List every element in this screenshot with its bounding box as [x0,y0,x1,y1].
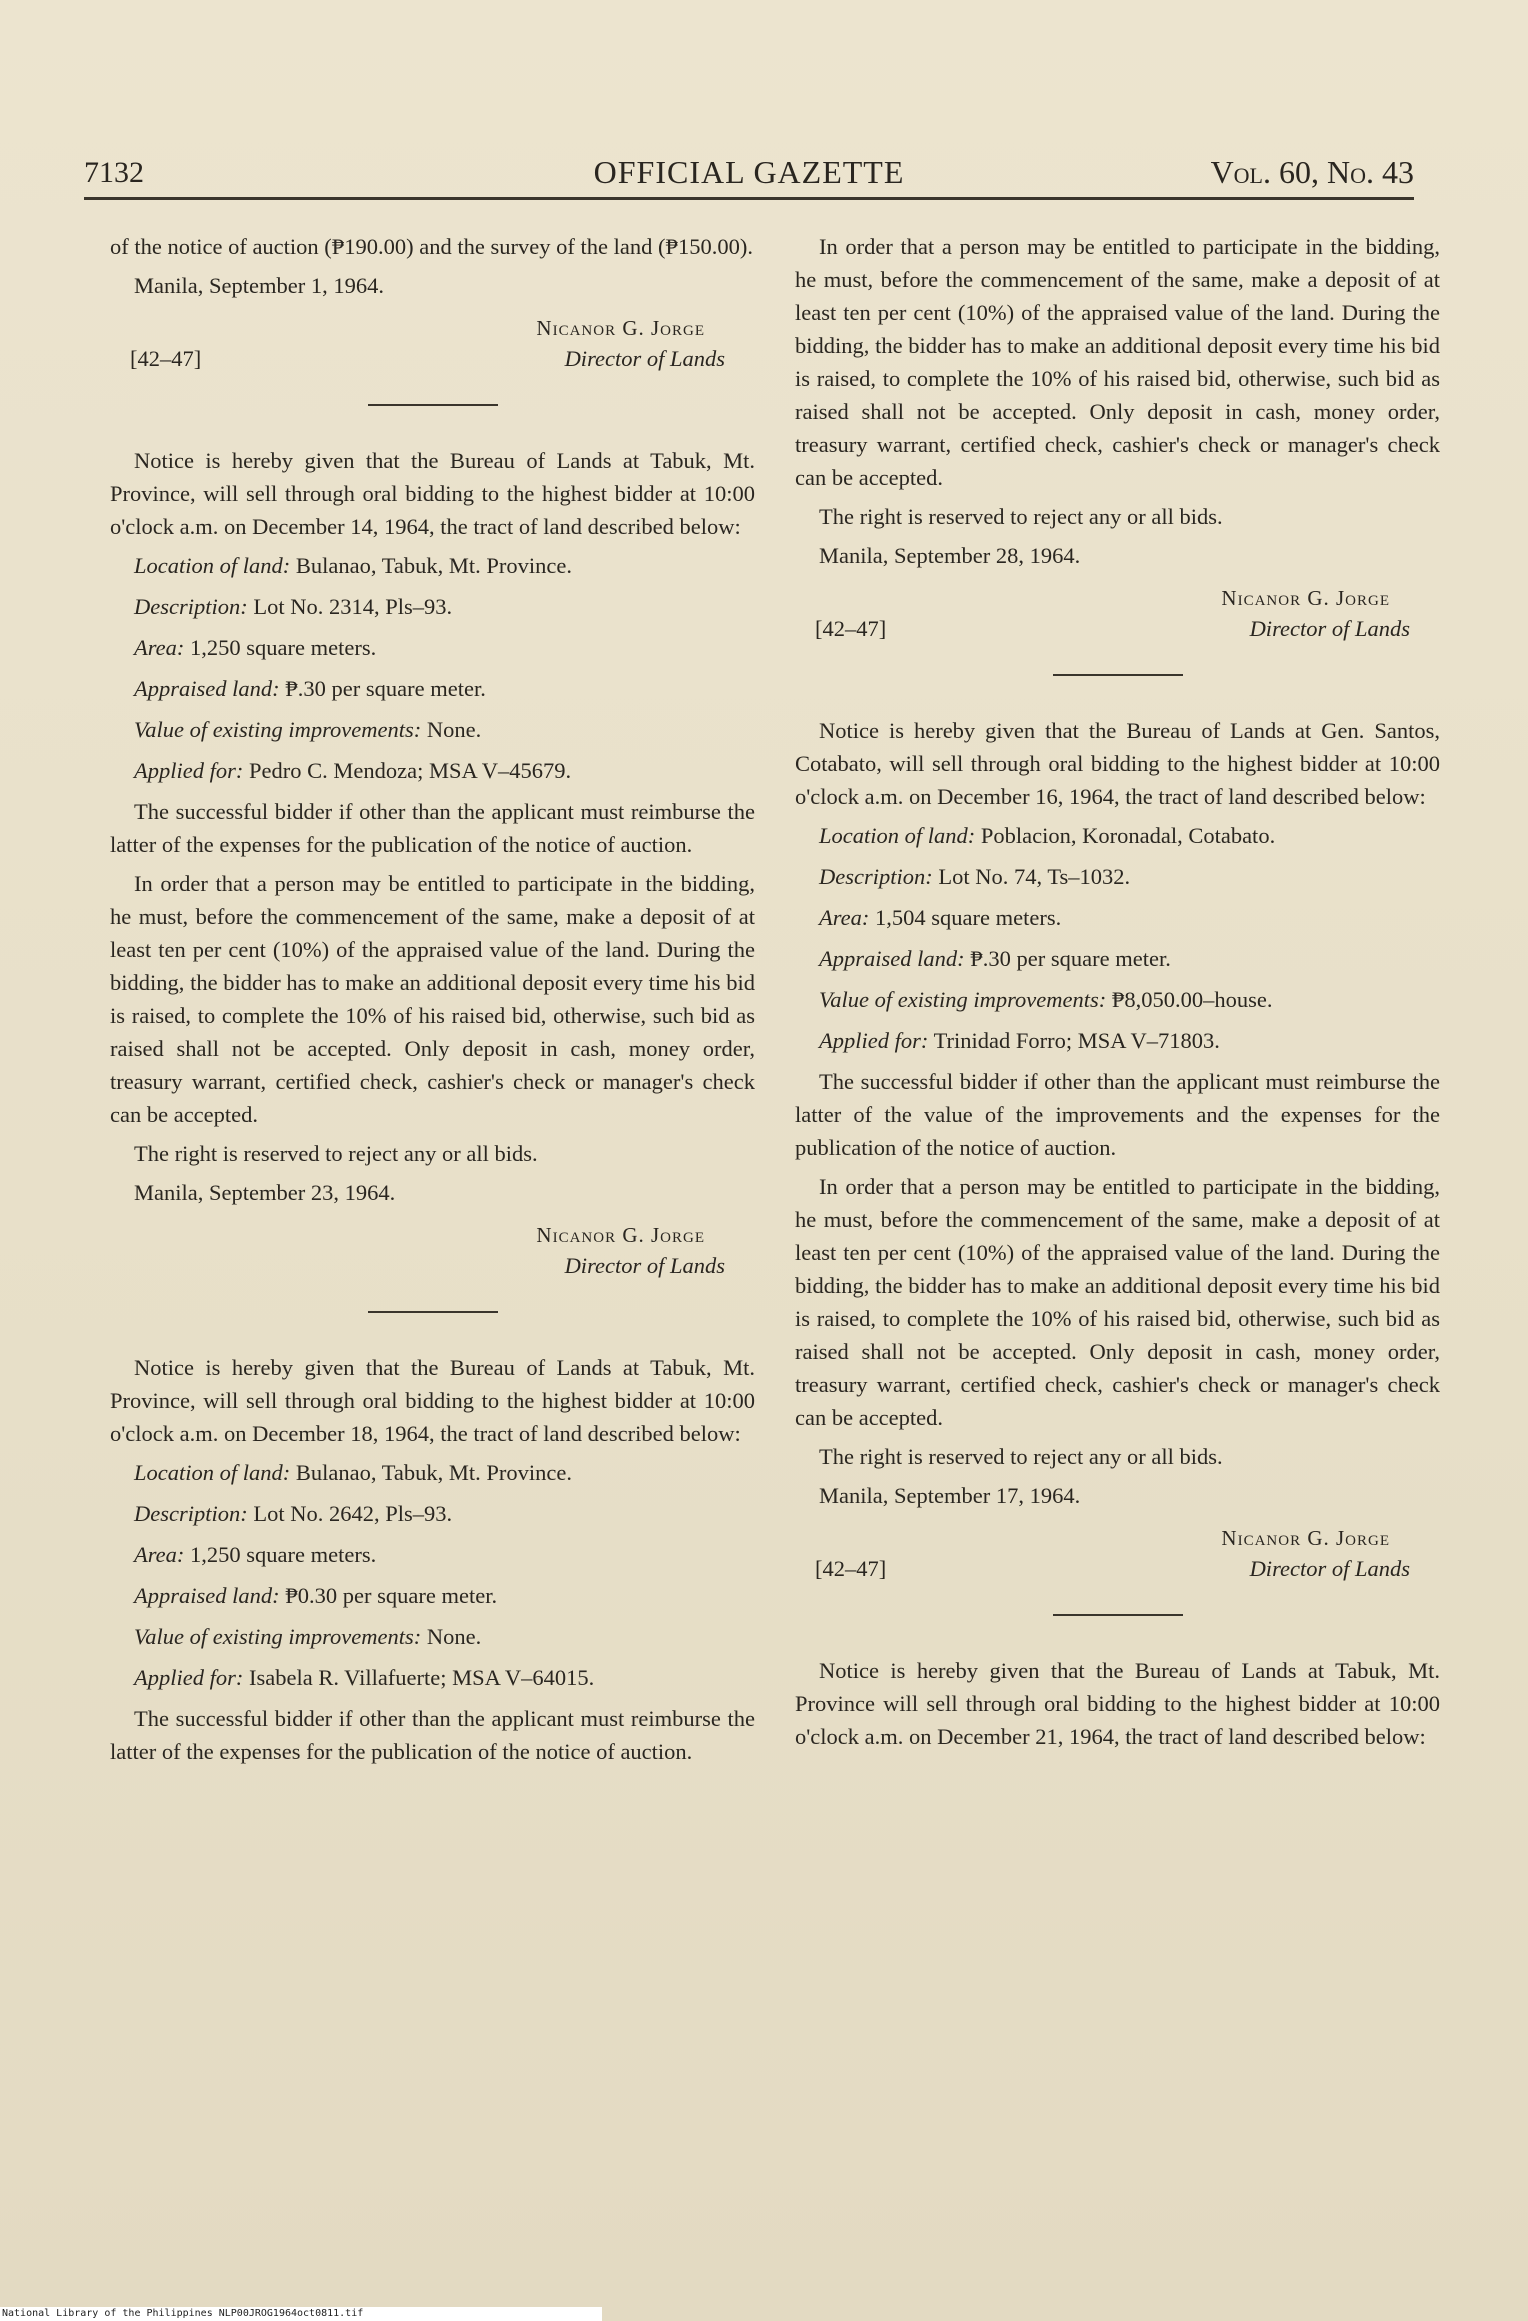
applied-line [134,754,755,787]
page-header [84,150,1414,200]
deposit-paragraph: In order that a person may be entitled to participate in the bidding, he must, before the commencement of the same, make a deposit of at least ten per cent (10%) of the appraised value of the land. During the bidding, the bidder has to make an additional deposit every time his bid is raised, to complete the 10% of his raised bid, otherwise, such bid as raised shall not be accepted. Only deposit in cash, money order, treasury warrant, certified check, cashier's check or manager's check can be accepted. [795,1174,1440,1430]
applied-value: Trinidad Forro; MSA V–71803. [933,1028,1220,1053]
appraised-label: Appraised land: [819,946,965,971]
signature-block [795,582,1440,652]
location-line [819,819,1440,852]
applied-line [819,1024,1440,1057]
notice-intro: Notice is hereby given that the Bureau of Lands at Gen. Santos, Cotabato, will sell through oral bidding to the highest bidder at 10:00 o'clock a.m. on December 16, 1964, the tract of land described below: [795,718,1440,809]
reserve-paragraph: The right is reserved to reject any or all bids. [134,1141,538,1166]
applied-label: Applied for: [134,758,244,783]
location-value: Bulanao, Tabuk, Mt. Province. [295,553,572,578]
date-line: Manila, September 28, 1964. [819,543,1081,568]
appraised-line [819,942,1440,975]
location-value: Poblacion, Koronadal, Cotabato. [980,823,1276,848]
appraised-value: ₱0.30 per square meter. [285,1583,498,1608]
notice-divider [1053,674,1183,676]
area-value: 1,250 square meters. [190,635,377,660]
improvements-label: Value of existing improvements: [134,717,422,742]
description-line [134,1497,755,1530]
notice-divider [368,1311,498,1313]
improvements-line [134,1620,755,1653]
improvements-label: Value of existing improvements: [134,1624,422,1649]
page-number: 7132 [84,156,144,189]
improvements-line [134,713,755,746]
area-label: Area: [134,635,185,660]
right-column [795,230,1440,1759]
description-line [819,860,1440,893]
appraised-value: ₱.30 per square meter. [285,676,486,701]
description-label: Description: [819,864,933,889]
area-label: Area: [819,905,870,930]
publication-title: OFFICIAL GAZETTE [593,154,905,190]
signatory-title: Director of Lands [564,1253,725,1278]
notice-intro: Notice is hereby given that the Bureau of Lands at Tabuk, Mt. Province will sell through oral bidding to the highest bidder at 10:00 o'clock a.m. on December 21, 1964, the tract of land described below: [795,1658,1440,1749]
reserve-paragraph: The right is reserved to reject any or all bids. [819,504,1223,529]
location-label: Location of land: [134,553,291,578]
location-line [134,1456,755,1489]
improvements-line [819,983,1440,1016]
improvements-value: None. [426,717,482,742]
notice-divider [368,404,498,406]
signatory-name: Nicanor G. Jorge [1221,586,1390,610]
issue-reference: [42–47] [815,1556,887,1581]
signatory-name: Nicanor G. Jorge [536,316,705,340]
area-line [819,901,1440,934]
applied-label: Applied for: [819,1028,929,1053]
signature-block [110,1219,755,1289]
signature-block [795,1522,1440,1592]
volume-number: Vol. 60, No. 43 [1210,154,1414,190]
applied-value: Isabela R. Villafuerte; MSA V–64015. [248,1665,595,1690]
deposit-paragraph: In order that a person may be entitled to participate in the bidding, he must, before the commencement of the same, make a deposit of at least ten per cent (10%) of the appraised value of the land. During the bidding, the bidder has to make an additional deposit every time his bid is raised, to complete the 10% of his raised bid, otherwise, such bid as raised shall not be accepted. Only deposit in cash, money order, treasury warrant, certified check, cashier's check or manager's check can be accepted. [110,871,755,1127]
date-line: Manila, September 23, 1964. [134,1180,396,1205]
area-value: 1,250 square meters. [190,1542,377,1567]
date-line: Manila, September 17, 1964. [819,1483,1081,1508]
issue-reference: [42–47] [130,346,202,371]
area-value: 1,504 square meters. [875,905,1062,930]
signatory-name: Nicanor G. Jorge [1221,1526,1390,1550]
deposit-paragraph: In order that a person may be entitled to participate in the bidding, he must, before the commencement of the same, make a deposit of at least ten per cent (10%) of the appraised value of the land. During the bidding, the bidder has to make an additional deposit every time his bid is raised, to complete the 10% of his raised bid, otherwise, such bid as raised shall not be accepted. Only deposit in cash, money order, treasury warrant, certified check, cashier's check or manager's check can be accepted. [795,234,1440,490]
description-value: Lot No. 2642, Pls–93. [253,1501,453,1526]
continued-text: of the notice of auction (₱190.00) and the survey of the land (₱150.00). [110,234,753,259]
reimburse-paragraph: The successful bidder if other than the applicant must reimburse the latter of the expenses for the publication of the notice of auction. [110,1706,755,1764]
description-value: Lot No. 74, Ts–1032. [938,864,1131,889]
improvements-value: ₱8,050.00–house. [1111,987,1273,1012]
area-label: Area: [134,1542,185,1567]
location-label: Location of land: [134,1460,291,1485]
location-label: Location of land: [819,823,976,848]
notice-intro: Notice is hereby given that the Bureau of Lands at Tabuk, Mt. Province, will sell through oral bidding to the highest bidder at 10:00 o'clock a.m. on December 14, 1964, the tract of land described below: [110,448,755,539]
appraised-value: ₱.30 per square meter. [970,946,1171,971]
appraised-line [134,672,755,705]
reimburse-paragraph: The successful bidder if other than the applicant must reimburse the latter of the value of the improvements and the expenses for the publication of the notice of auction. [795,1069,1440,1160]
appraised-line [134,1579,755,1612]
improvements-value: None. [426,1624,482,1649]
notice-divider [1053,1614,1183,1616]
applied-label: Applied for: [134,1665,244,1690]
left-column [110,230,755,1774]
issue-reference: [42–47] [815,616,887,641]
date-line: Manila, September 1, 1964. [134,273,384,298]
description-line [134,590,755,623]
location-value: Bulanao, Tabuk, Mt. Province. [295,1460,572,1485]
description-label: Description: [134,1501,248,1526]
reserve-paragraph: The right is reserved to reject any or all bids. [819,1444,1223,1469]
area-line [134,631,755,664]
signatory-title: Director of Lands [1249,1556,1410,1581]
signatory-name: Nicanor G. Jorge [536,1223,705,1247]
applied-value: Pedro C. Mendoza; MSA V–45679. [248,758,572,783]
appraised-label: Appraised land: [134,1583,280,1608]
notice-intro: Notice is hereby given that the Bureau of Lands at Tabuk, Mt. Province, will sell through oral bidding to the highest bidder at 10:00 o'clock a.m. on December 18, 1964, the tract of land described below: [110,1355,755,1446]
area-line [134,1538,755,1571]
appraised-label: Appraised land: [134,676,280,701]
description-label: Description: [134,594,248,619]
applied-line [134,1661,755,1694]
header-rule [84,197,1414,200]
signatory-title: Director of Lands [564,346,725,371]
signature-block [110,312,755,382]
description-value: Lot No. 2314, Pls–93. [253,594,453,619]
location-line [134,549,755,582]
scan-footer: National Library of the Philippines NLP00JROG1964oct0811.tif [0,2307,602,2321]
signatory-title: Director of Lands [1249,616,1410,641]
improvements-label: Value of existing improvements: [819,987,1107,1012]
reimburse-paragraph: The successful bidder if other than the applicant must reimburse the latter of the expenses for the publication of the notice of auction. [110,799,755,857]
